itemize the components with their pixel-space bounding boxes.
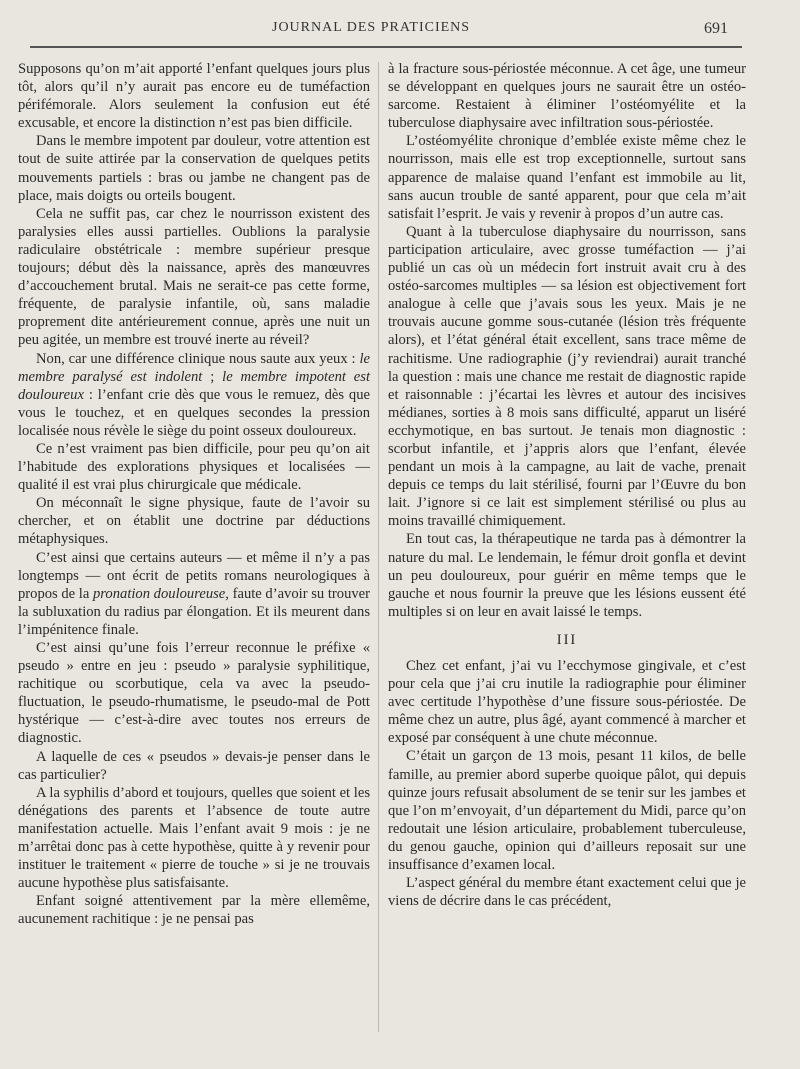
text-run: faute d’avoir su trouver la subluxation du radius par élongation. Et ils meurent dans l’impénitence finale.	[18, 585, 370, 638]
paragraph: Cela ne suffit pas, car chez le nourrisson existent des paralysies elles aussi partielles. Oublions la paralysie radiculaire obstétricale : membre supérieur presque toujours; début dès la naissance, après des manœuvres d’accouchement brutal. Mais ne serait-ce pas cette forme, fréquente, de paralysie infantile, où, sans maladie proprement dite antérieurement connue, après une nuit un peu agitée, un membre est trouvé inerte au réveil?	[18, 205, 370, 349]
paragraph: L’ostéomyélite chronique d’emblée existe même chez le nourrisson, mais elle est trop exceptionnelle, surtout sans apparence de malaise quand l’enfant est immobile au lit, sans aucun trouble de santé apparent, pour que cela m’ait satisfait l’esprit. Je vais y revenir à propos d’un autre cas.	[388, 133, 746, 222]
header-rule	[30, 46, 742, 48]
paragraph	[18, 350, 370, 440]
paragraph: C’était un garçon de 13 mois, pesant 11 kilos, de belle famille, au premier abord superbe quoique pâlot, qui depuis quinze jours refusait absolument de se tenir sur les jambes et que l’on m’envoyait, d’un département du Midi, parce qu’on redoutait une lésion articulaire, probablement tuberculeuse, du genou gauche, opinion qui d’ailleurs reposait sur une insuffisance d’examen local.	[388, 748, 746, 874]
journal-title: JOURNAL DES PRATICIENS	[272, 20, 471, 35]
paragraph: Quant à la tuberculose diaphysaire du nourrisson, sans participation articulaire, avec grosse tuméfaction — j’ai publié un cas où un médecin fort instruit avait cru à des ostéo-sarcomes multiples — sa lésion est objectivement fort analogue à celle que j’avais sous les yeux. Mais je ne trouvais aucune gomme sous-cutanée (lésion très fréquente alors), et l’état général était excellent, sans trace même de rachitisme. Une radiographie (j’y reviendrai) aurait tranché la question : mais une chance me restait de diagnostic rapide et raisonnable : j’écartai les lèvres et autour des incisives médianes, sorties à 8 mois sans difficulté, apparut un liséré ecchymotique, en bas surtout. Je tenais mon diagnostic : scorbut infantile, et j’appris alors que l’enfant, élevée pendant un mois à la campagne, au lait de vache, prenait depuis ce temps du lait stérilisé, fourni par l’Œuvre du bon lait. J’ignore si ce lait est simplement stérilisé ou plus au moins travaillé chimiquement.	[388, 223, 746, 530]
paragraph: Ce n’est vraiment pas bien difficile, pour peu qu’on ait l’habitude des explorations physiques et localisées — qualité il est vrai plus chirurgicale que médicale.	[18, 440, 370, 494]
text-run: ;	[202, 368, 223, 385]
paragraph	[18, 549, 370, 639]
italic-phrase: pronation douloureuse,	[93, 585, 229, 602]
paragraph: Enfant soigné attentivement par la mère ellemême, aucunement rachitique : je ne pensai pas	[18, 893, 370, 928]
page-header	[0, 18, 800, 42]
paragraph: Chez cet enfant, j’ai vu l’ecchymose gingivale, et c’est pour cela que j’ai cru inutile la radiographie pour éliminer avec certitude l’hypothèse d’une fissure sous-périostée. De même chez un autre, plus âgé, ayant commencé à marcher et exposé par conséquent à une chute méconnue.	[388, 658, 746, 747]
italic-phrase: le membre paralysé est indolent	[18, 350, 370, 385]
page-number: 691	[704, 20, 728, 37]
text-run: C’est ainsi que certains auteurs — et même il n’y a pas longtemps — ont écrit de petits romans neurologiques à propos de la	[18, 549, 370, 602]
italic-phrase: le membre impotent est douloureux	[18, 368, 371, 403]
text-run: Non, car une différence clinique nous saute aux yeux :	[36, 350, 360, 367]
right-column	[388, 60, 746, 910]
paragraph: L’aspect général du membre étant exactement celui que je viens de décrire dans le cas précédent,	[388, 875, 746, 910]
paragraph: A la syphilis d’abord et toujours, quelles que soient et les dénégations des parents et l’absence de toute autre manifestation actuelle. Mais l’enfant avait 9 mois : je ne m’arrêtai donc pas à cette hypothèse, quitte à y revenir pour instituer le traitement « pierre de touche » si je ne trouvais aucune hypothèse plus satisfaisante.	[18, 784, 370, 892]
paragraph: Supposons qu’on m’ait apporté l’enfant quelques jours plus tôt, alors qu’il n’y aurait pas encore eu de tuméfaction périfémorale. Alors seulement la confusion eut été excusable, et encore la distinction n’est pas bien difficile.	[18, 61, 370, 132]
paragraph: En tout cas, la thérapeutique ne tarda pas à démontrer la nature du mal. Le lendemain, le fémur droit gonfla et devint un peu douloureux, pour guérir en même temps que le gauche et nous fournir la preuve que les lésions eussent été multiples si on leur en avait laissé le temps.	[388, 531, 746, 620]
text-run: : l’enfant crie dès que vous le remuez, dès que vous le touchez, et en quelques secondes la pression localisée nous révèle le siège du point osseux douloureux.	[18, 386, 370, 439]
paragraph: à la fracture sous-périostée méconnue. A cet âge, une tumeur se développant en quelques jours ne saurait être un ostéo-sarcome. Restaient à éliminer l’ostéomyélite et la tuberculose diaphysaire avec infiltration sous-périostée.	[388, 61, 746, 132]
paragraph: On méconnaît le signe physique, faute de l’avoir su chercher, et on établit une doctrine par déductions métaphysiques.	[18, 495, 370, 548]
paragraph: C’est ainsi qu’une fois l’erreur reconnue le préfixe « pseudo » entre en jeu : pseudo » paralysie syphilitique, rachitique ou scorbutique, cela va avec la pseudo-fluctuation, le pseudo-rhumatisme, le pseudo-mal de Pott hystérique — c’est-à-dire avec toutes nos erreurs de diagnostic.	[18, 640, 370, 747]
paragraph: Dans le membre impotent par douleur, votre attention est tout de suite attirée par la conservation de quelques petits mouvements partiels : bras ou jambe ne changent pas de place, mais doigts ou orteils bougent.	[18, 133, 370, 204]
left-column	[18, 60, 370, 929]
section-number: III	[556, 631, 578, 648]
paragraph: A laquelle de ces « pseudos » devais-je penser dans le cas particulier?	[18, 748, 370, 783]
column-divider	[378, 62, 379, 1032]
